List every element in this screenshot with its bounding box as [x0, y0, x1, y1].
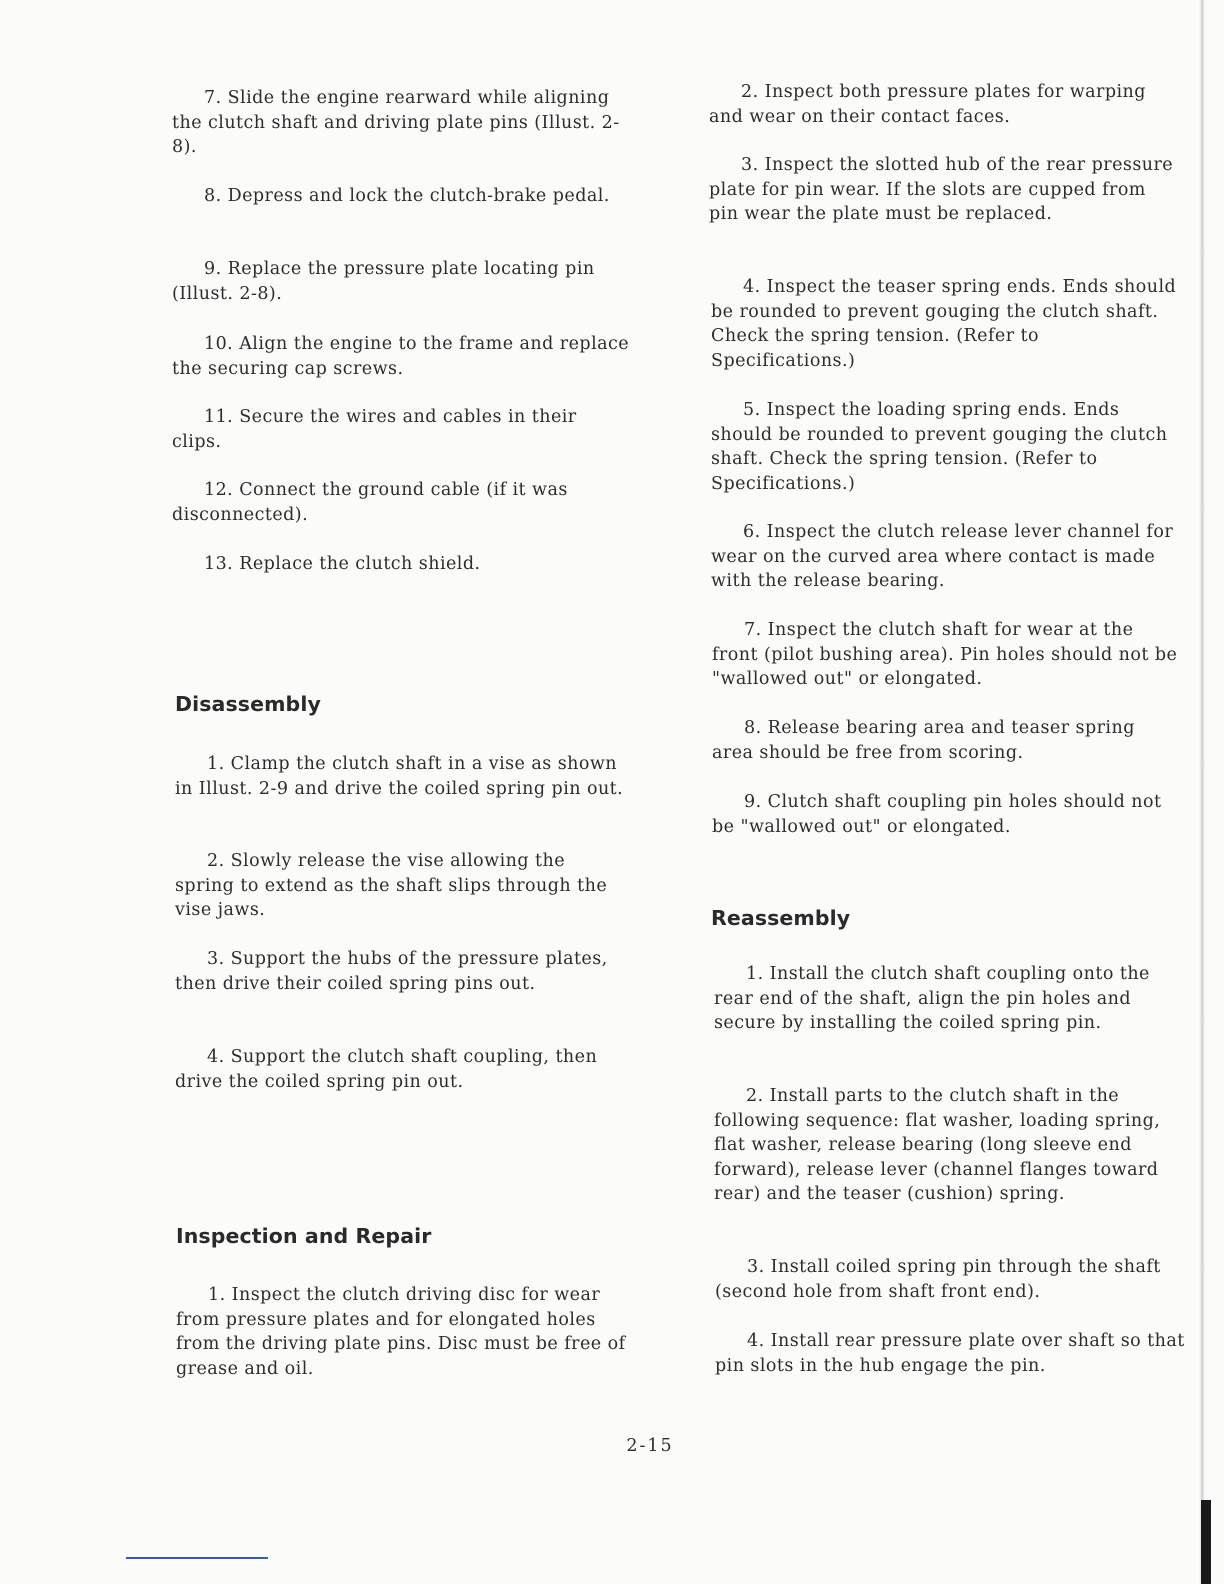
inspection-step-2: 2. Inspect both pressure plates for warping and wear on their contact faces. [709, 82, 1146, 127]
inspection-step-6: 6. Inspect the clutch release lever channel for wear on the curved area where contact is made with the release bearing. [711, 522, 1174, 592]
disassembly-step-1: 1. Clamp the clutch shaft in a vise as shown in Illust. 2-9 and drive the coiled spring pin out. [175, 754, 624, 799]
inspection-step-5: 5. Inspect the loading spring ends. Ends should be rounded to prevent gouging the clutch shaft. Check the spring tension. (Refer to Specifications.) [711, 400, 1168, 494]
left-step-12: 12. Connect the ground cable (if it was disconnected). [172, 480, 568, 525]
disassembly-step-2: 2. Slowly release the vise allowing the spring to extend as the shaft slips through the vise jaws. [175, 851, 608, 921]
reassembly-step-3: 3. Install coiled spring pin through the shaft (second hole from shaft front end). [715, 1257, 1161, 1302]
inspection-step-9: 9. Clutch shaft coupling pin holes should not be "wallowed out" or elongated. [712, 792, 1162, 837]
inspection-step-3: 3. Inspect the slotted hub of the rear pressure plate for pin wear. If the slots are cupped from pin wear the plate must be replaced. [709, 155, 1174, 225]
inspection-heading: Inspection and Repair [176, 1224, 432, 1248]
disassembly-step-4: 4. Support the clutch shaft coupling, then drive the coiled spring pin out. [175, 1047, 598, 1092]
reassembly-step-1: 1. Install the clutch shaft coupling onto the rear end of the shaft, align the pin holes and secure by installing the coiled spring pin. [714, 964, 1150, 1034]
disassembly-heading: Disassembly [175, 692, 321, 716]
left-step-13: 13. Replace the clutch shield. [204, 554, 481, 574]
disassembly-step-3: 3. Support the hubs of the pressure plates, then drive their coiled spring pins out. [175, 949, 608, 994]
page-edge-shadow [1199, 0, 1224, 1584]
left-step-10: 10. Align the engine to the frame and replace the securing cap screws. [172, 334, 630, 379]
left-step-7: 7. Slide the engine rearward while aligning the clutch shaft and driving plate pins (Illust. 2-8). [172, 88, 620, 158]
left-step-9: 9. Replace the pressure plate locating pin (Illust. 2-8). [172, 259, 595, 304]
scan-artifact-line [126, 1557, 268, 1559]
left-step-8: 8. Depress and lock the clutch-brake pedal. [204, 186, 610, 206]
reassembly-heading: Reassembly [711, 906, 851, 930]
reassembly-step-4: 4. Install rear pressure plate over shaft so that pin slots in the hub engage the pin. [715, 1331, 1185, 1376]
inspection-step-7: 7. Inspect the clutch shaft for wear at the front (pilot bushing area). Pin holes should not be "wallowed out" or elongated. [712, 620, 1178, 690]
left-step-11: 11. Secure the wires and cables in their clips. [172, 407, 577, 452]
inspection-step-4: 4. Inspect the teaser spring ends. Ends should be rounded to prevent gouging the clutch shaft. Check the spring tension. (Refer to Specifications.) [711, 277, 1177, 371]
reassembly-step-2: 2. Install parts to the clutch shaft in the following sequence: flat washer, loading spring, flat washer, release bearing (long sleeve end forward), release lever (channel flanges toward rear) and the teaser (cushion) spring. [714, 1086, 1161, 1205]
inspection-step-1: 1. Inspect the clutch driving disc for wear from pressure plates and for elongated holes from the driving plate pins. Disc must be free of grease and oil. [176, 1285, 626, 1379]
page-number: 2-15 [626, 1436, 674, 1456]
inspection-step-8: 8. Release bearing area and teaser spring area should be free from scoring. [712, 718, 1135, 763]
